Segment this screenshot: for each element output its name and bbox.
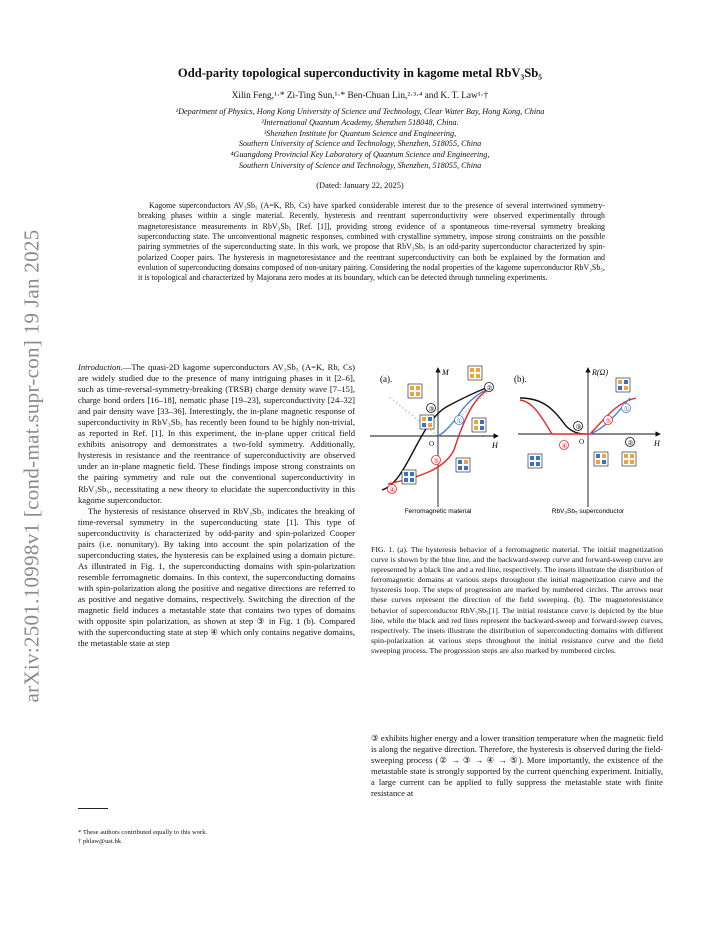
- affiliation-line: ¹Department of Physics, Hong Kong University of Science and Technology, Clear Water Bay, Hong Kong, China: [175, 107, 545, 116]
- step-3-label: ③: [428, 406, 435, 413]
- panel-a-y-label: M⃗: [442, 368, 455, 377]
- affiliation-line: ³Shenzhen Institute for Quantum Science and Engineering,: [263, 128, 457, 138]
- step-5-label: ⑤: [433, 458, 440, 465]
- left-column: [78, 362, 355, 649]
- domain-inset: [420, 415, 434, 429]
- abstract: Kagome superconductors AV₃Sb₅ (A=K, Rb, Cs) have sparked considerable interest due to the presence of several intertwined symmetry-breaking phases within a single material. Recently, hysteresis and reentrant superconductivity were observed experimentally through magnetoresistance measurements in RbV₃Sb₅ [Ref. [1]], providing strong evidence of a spontaneous time-reversal symmetry breaking superconducting state. The unconventional magnetic responses, combined with crystalline symmetry, impose strong constraints on the possible pairing symmetries of the superconducting state. In this work, we propose that RbV₃Sb₅ is an odd-parity superconductor characterized by spin-polarized Cooper pairs. The hysteresis in magnetoresistance and the reentrant superconductivity can both be explained by the formation and evolution of superconducting domains composed of non-unitary pairing. Considering the nodal properties of the kagome superconductor RbV₃Sb₅, it is topological and characterized by Majorana zero modes at its boundary, which can be detected through tunneling experiments.: [138, 201, 605, 283]
- panel-b-origin: O: [579, 438, 585, 446]
- domain-inset: [616, 378, 630, 392]
- step-1-label: ①: [456, 418, 463, 425]
- date-line: (Dated: January 22, 2025): [316, 181, 404, 190]
- step-2-label: ②: [627, 440, 634, 447]
- panel-a-x-label: H⃗: [492, 441, 504, 450]
- right-column: [371, 733, 663, 799]
- affiliation-line: ⁴Guangdong Provincial Key Laboratory of Quantum Science and Engineering,: [230, 150, 490, 160]
- figure-1: [368, 362, 666, 522]
- panel-b-x-label: H⃗: [654, 439, 666, 448]
- backward-sweep-curve: [382, 388, 486, 490]
- figure-1-svg: [368, 362, 666, 522]
- domain-inset: [402, 470, 416, 484]
- intro-paragraph-1: [78, 362, 355, 506]
- step-3-label: ③: [575, 424, 582, 431]
- panel-b-caption: RbV₃Sb₅ superconductor: [551, 508, 625, 515]
- footnotes: [78, 828, 355, 846]
- arxiv-identifier[interactable]: arXiv:2501.10998v1 [cond-mat.supr-con] 19 Jan 2025: [19, 229, 44, 703]
- footnote-equal-contribution: * These authors contributed equally to this work.: [78, 829, 208, 836]
- right-paragraph: ③ exhibits higher energy and a lower transition temperature when the magnetic field is along the negative direction. Therefore, the hysteresis is observed during the field-sweeping process (② → ③ → ④ → ⑤). More importantly, the existence of the metastable state is strongly supported by the current quenching experiment. Initially, a large current can be applied to fully suppress the metastable state with finite resistance at: [371, 733, 663, 799]
- figure-1-caption: FIG. 1. (a). The hysteresis behavior of a ferromagnetic material. The initial magnetization curve is shown by the blue line, and the backward-sweep curve and forward-sweep curve are represented by a black line and a red line, respectively. The insets illustrate the distribution of ferromagnetic domains at various steps throughout the initial magnetization curve and the hysteresis loop. The steps of progression are marked by numbered circles. The arrows near these curves represent the direction of the field sweeping. (b). The magnetoresistance behavior of superconductor RbV₃Sb₅[1]. The initial resistance curve is depicted by the blue line, while the black and red lines represent the backward-sweep and forward-sweep curves, respectively. The insets illustrate the distribution of superconducting domains with different spin-polarization at various steps throughout the initial resistance curve and the field sweeping process. The progression steps are also marked by numbered circles.: [371, 545, 663, 655]
- panel-b-label: (b).: [514, 374, 527, 384]
- author-list: Xilin Feng,¹·* Zi-Ting Sun,¹·* Ben-Chuan Lin,²·³·⁴ and K. T. Law¹·†: [231, 91, 489, 101]
- footnote-rule: [78, 808, 108, 809]
- panel-b-y-label: R(Ω): [592, 368, 608, 377]
- step-4-label: ④: [389, 487, 396, 494]
- domain-inset: [408, 384, 422, 398]
- domain-inset: [468, 366, 482, 380]
- domain-inset: [594, 452, 608, 466]
- affiliation-line: Southern University of Science and Technology, Shenzhen, 518055, China: [238, 160, 482, 170]
- panel-a-label: (a).: [380, 374, 393, 384]
- arxiv-sidebar: [0, 0, 62, 932]
- domain-inset: [472, 418, 486, 432]
- paper-title: Odd-parity topological superconductivity in kagome metal RbV₃Sb₅: [177, 66, 543, 80]
- step-2-label: ②: [486, 385, 493, 392]
- step-1-label: ①: [623, 406, 630, 413]
- intro-paragraph-2: The hysteresis of resistance observed in RbV₃Sb₅ indicates the breaking of time-reversal symmetry in the superconducting state [1]. This type of superconductivity is characterized by odd-parity and spin-polarized Cooper pairs (i.e. nonunitary). By taking into account the spin polarization of the superconducting states, the hysteresis can be explained using a domain picture. As illustrated in Fig. 1, the superconducting domains with spin-polarization resemble ferromagnetic domains. In this context, the superconducting domains with spin-polarization along the positive and negative directions are referred to as positive and negative domains, respectively. Switching the direction of the magnetic field induces a metastable state that contains two types of domains with opposite spin polarization, as shown at step ③ in Fig. 1 (b). Compared with the superconducting state at step ④ which only contains negative domains, the metastable state at step: [78, 505, 355, 649]
- step-4-label: ④: [561, 443, 568, 450]
- domain-inset: [622, 452, 636, 466]
- domain-inset: [528, 454, 542, 468]
- step-5-label: ⑤: [605, 418, 612, 425]
- domain-inset: [456, 458, 470, 472]
- affiliation-line: Southern University of Science and Technology, Shenzhen, 518055, China: [238, 139, 482, 149]
- intro-text-1: —The quasi-2D kagome superconductors AV₃Sb₅ (A=K, Rb, Cs) are widely studied due to the presence of many intriguing phases in it [2–6], such as time-reversal-symmetry-breaking (TRSB) charge density wave [7–15], charge bond orders [16–18], nematic phase [19–23], superconductivity [24–32] and pair density wave [33–36]. Interestingly, the in-plane magnetic response of superconductivity in RbV₃Sb₅ has recently been found to be highly non-trivial, as reported in Ref. [1]. In this experiment, the in-plane upper critical field exhibits anisotropy and demonstrates a two-fold symmetry. Additionally, hysteresis in resistance and the reentrance of superconductivity are observed under an in-plane magnetic field. These findings impose strong constraints on the pairing symmetry and rule out the conventional superconductivity in RbV₃Sb₅, necessitating a new theory to elucidate the superconductivity in this kagome superconductor.: [78, 362, 355, 505]
- affiliations: [60, 107, 660, 172]
- panel-a-origin: O: [429, 440, 435, 448]
- intro-heading: Introduction.: [78, 362, 123, 372]
- affiliation-line: ²International Quantum Academy, Shenzhen 518048, China.: [261, 117, 459, 127]
- panel-a-caption: Ferromagnetic material: [404, 508, 472, 515]
- footnote-email: † phlaw@ust.hk: [78, 838, 122, 845]
